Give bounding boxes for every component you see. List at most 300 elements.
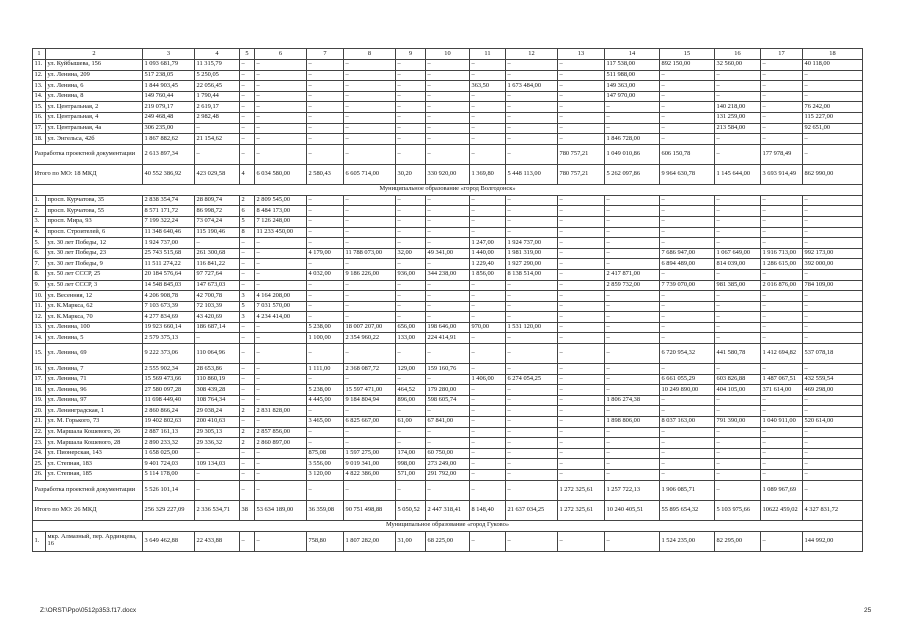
table-cell: – <box>660 227 715 238</box>
table-cell: – <box>307 291 344 302</box>
table-cell: 109 134,03 <box>195 459 240 470</box>
table-cell: – <box>396 195 426 206</box>
table-cell: 537 078,18 <box>803 344 863 364</box>
column-header: 17 <box>761 49 803 60</box>
table-cell: – <box>506 280 558 291</box>
row-number: 16. <box>33 112 46 123</box>
table-cell: 1 856,00 <box>470 269 506 280</box>
table-cell: – <box>307 123 344 134</box>
table-cell: – <box>558 395 605 406</box>
table-cell: 174,00 <box>396 448 426 459</box>
table-cell: – <box>426 406 470 417</box>
table-cell: – <box>558 238 605 249</box>
table-cell: – <box>470 448 506 459</box>
table-cell: – <box>344 312 396 323</box>
address-cell: ул. Центральная, 4а <box>46 123 143 134</box>
table-row <box>33 60 863 71</box>
table-cell: 4 206 908,78 <box>143 291 195 302</box>
table-cell: – <box>605 238 660 249</box>
table-cell: – <box>470 291 506 302</box>
table-cell: 6 825 667,00 <box>344 417 396 428</box>
table-cell: 28 809,74 <box>195 195 240 206</box>
table-cell: – <box>195 123 240 134</box>
table-cell: 117 538,00 <box>605 60 660 71</box>
table-cell: 4 327 831,72 <box>803 500 863 520</box>
table-cell: 2 890 233,32 <box>143 438 195 449</box>
table-cell: 1 524 235,00 <box>660 531 715 551</box>
table-cell: – <box>344 291 396 302</box>
table-cell: 5 <box>240 301 255 312</box>
table-cell: – <box>558 227 605 238</box>
table-cell: – <box>660 322 715 333</box>
table-cell: – <box>803 448 863 459</box>
table-cell: – <box>240 60 255 71</box>
table-cell: – <box>660 301 715 312</box>
address-cell: ул. Маршала Кошевого, 28 <box>46 438 143 449</box>
table-cell: 520 614,00 <box>803 417 863 428</box>
table-cell: 791 390,00 <box>715 417 761 428</box>
row-number: 8. <box>33 269 46 280</box>
table-cell: – <box>344 91 396 102</box>
table-cell: – <box>803 70 863 81</box>
table-cell: – <box>605 322 660 333</box>
table-cell: – <box>307 91 344 102</box>
table-cell: 5 238,00 <box>307 385 344 396</box>
table-cell: – <box>660 459 715 470</box>
table-cell: 8 484 173,00 <box>255 206 307 217</box>
table-cell: 780 757,21 <box>558 164 605 184</box>
table-cell: – <box>558 269 605 280</box>
table-cell: 6 894 489,00 <box>660 259 715 270</box>
table-cell: – <box>660 206 715 217</box>
table-cell: 441 580,78 <box>715 344 761 364</box>
table-cell: 30,20 <box>396 164 426 184</box>
table-cell: – <box>558 364 605 375</box>
table-cell: – <box>240 395 255 406</box>
summary-label: Итого по МО: 18 МКД <box>33 164 143 184</box>
table-cell: 4 822 386,00 <box>344 470 396 481</box>
table-cell: 1 806 274,38 <box>605 395 660 406</box>
table-cell: 2 860 897,00 <box>255 438 307 449</box>
table-cell: – <box>307 344 344 364</box>
table-row <box>33 70 863 81</box>
table-cell: – <box>761 312 803 323</box>
address-cell: ул. К.Маркса, 70 <box>46 312 143 323</box>
table-cell: – <box>715 216 761 227</box>
row-number: 18. <box>33 385 46 396</box>
address-cell: ул. Степная, 185 <box>46 470 143 481</box>
table-cell: 571,00 <box>396 470 426 481</box>
address-cell: ул. Ленина, 97 <box>46 395 143 406</box>
table-cell: 363,50 <box>470 81 506 92</box>
table-cell: – <box>660 195 715 206</box>
row-number: 6. <box>33 248 46 259</box>
table-cell: – <box>803 195 863 206</box>
table-row <box>33 312 863 323</box>
table-cell: – <box>307 280 344 291</box>
table-cell: – <box>344 102 396 113</box>
table-cell: – <box>240 531 255 551</box>
table-cell: – <box>506 333 558 344</box>
table-cell: – <box>255 70 307 81</box>
table-cell: – <box>396 406 426 417</box>
table-cell: – <box>426 216 470 227</box>
table-cell: – <box>558 448 605 459</box>
table-cell: – <box>660 102 715 113</box>
table-row <box>33 374 863 385</box>
table-cell: 159 160,76 <box>426 364 470 375</box>
table-cell: – <box>803 301 863 312</box>
table-cell: 49 341,00 <box>426 248 470 259</box>
table-cell: – <box>761 238 803 249</box>
table-cell: – <box>426 112 470 123</box>
table-cell: – <box>240 374 255 385</box>
table-cell: – <box>344 206 396 217</box>
table-cell: 31,00 <box>396 531 426 551</box>
table-cell: – <box>396 112 426 123</box>
table-cell: 998,00 <box>396 459 426 470</box>
table-cell: 1 673 484,00 <box>506 81 558 92</box>
table-cell: 1 067 649,00 <box>715 248 761 259</box>
table-cell: 5 448 113,00 <box>506 164 558 184</box>
table-cell: 308 439,28 <box>195 385 240 396</box>
row-number: 25. <box>33 459 46 470</box>
row-number: 1. <box>33 531 46 551</box>
address-cell: ул. 30 лет Победы, 12 <box>46 238 143 249</box>
table-cell: 2 <box>240 427 255 438</box>
row-number: 14. <box>33 333 46 344</box>
table-cell: 1 093 681,79 <box>143 60 195 71</box>
column-header: 12 <box>506 49 558 60</box>
table-cell: 3 <box>240 312 255 323</box>
table-cell: – <box>307 144 344 164</box>
table-cell: – <box>195 470 240 481</box>
table-row <box>33 227 863 238</box>
table-cell: – <box>506 112 558 123</box>
section-heading-row <box>33 520 863 531</box>
table-cell: 11 233 450,00 <box>255 227 307 238</box>
table-cell: 896,00 <box>396 395 426 406</box>
table-cell: – <box>761 322 803 333</box>
column-header: 3 <box>143 49 195 60</box>
address-cell: ул. Весенняя, 12 <box>46 291 143 302</box>
table-cell: – <box>344 344 396 364</box>
table-cell: 4 164 208,00 <box>255 291 307 302</box>
table-cell: – <box>715 206 761 217</box>
address-cell: ул. Ленина, 209 <box>46 70 143 81</box>
table-cell: – <box>506 123 558 134</box>
table-cell: – <box>558 470 605 481</box>
table-cell: – <box>558 102 605 113</box>
table-cell: – <box>506 459 558 470</box>
table-cell: – <box>715 427 761 438</box>
table-cell: – <box>803 216 863 227</box>
table-cell: – <box>396 102 426 113</box>
table-cell: – <box>195 238 240 249</box>
table-cell: – <box>558 322 605 333</box>
table-row <box>33 344 863 364</box>
table-cell: 2 580,43 <box>307 164 344 184</box>
table-row <box>33 238 863 249</box>
table-cell: 7 739 070,00 <box>660 280 715 291</box>
table-cell: – <box>605 374 660 385</box>
table-cell: – <box>396 480 426 500</box>
table-cell: 186 687,14 <box>195 322 240 333</box>
table-cell: – <box>558 195 605 206</box>
row-number: 10. <box>33 291 46 302</box>
table-cell: 149 760,44 <box>143 91 195 102</box>
table-cell: – <box>715 91 761 102</box>
table-cell: 55 895 654,32 <box>660 500 715 520</box>
table-row <box>33 406 863 417</box>
table-cell: 1 898 806,00 <box>605 417 660 428</box>
table-cell: – <box>660 448 715 459</box>
table-cell: – <box>506 291 558 302</box>
table-cell: – <box>240 259 255 270</box>
table-cell: – <box>307 227 344 238</box>
column-header: 1 <box>33 49 46 60</box>
table-cell: – <box>240 333 255 344</box>
table-cell: 68 225,00 <box>426 531 470 551</box>
table-cell: – <box>307 81 344 92</box>
table-cell: – <box>761 134 803 145</box>
table-cell: 14 548 845,03 <box>143 280 195 291</box>
table-cell: – <box>396 280 426 291</box>
table-cell: 4 <box>240 164 255 184</box>
table-cell: – <box>803 406 863 417</box>
table-cell: – <box>660 112 715 123</box>
table-row <box>33 81 863 92</box>
budget-table-sheet <box>32 48 862 552</box>
table-cell: 256 329 227,09 <box>143 500 195 520</box>
table-cell: 2 838 354,74 <box>143 195 195 206</box>
table-cell: 8 138 514,00 <box>506 269 558 280</box>
table-cell: 2 555 902,34 <box>143 364 195 375</box>
table-cell: – <box>470 195 506 206</box>
table-cell: – <box>506 227 558 238</box>
table-cell: – <box>506 344 558 364</box>
table-cell: – <box>344 134 396 145</box>
address-cell: ул. Куйбышева, 156 <box>46 60 143 71</box>
table-cell: – <box>426 206 470 217</box>
table-cell: – <box>240 91 255 102</box>
housing-repair-table <box>32 48 863 552</box>
table-cell: 2 982,48 <box>195 112 240 123</box>
table-cell: – <box>605 301 660 312</box>
table-cell: – <box>715 364 761 375</box>
table-cell: 1 844 903,45 <box>143 81 195 92</box>
table-cell: 5 114 178,00 <box>143 470 195 481</box>
table-cell: – <box>240 134 255 145</box>
table-cell: 19 923 660,14 <box>143 322 195 333</box>
table-cell: – <box>470 480 506 500</box>
table-cell: – <box>715 322 761 333</box>
table-row <box>33 531 863 551</box>
table-cell: – <box>605 438 660 449</box>
table-cell: – <box>470 60 506 71</box>
table-cell: 2 579 375,13 <box>143 333 195 344</box>
table-cell: – <box>344 280 396 291</box>
table-cell: 4 032,00 <box>307 269 344 280</box>
table-cell: – <box>761 301 803 312</box>
table-cell: 4 445,00 <box>307 395 344 406</box>
table-cell: – <box>240 70 255 81</box>
table-cell: – <box>470 144 506 164</box>
table-row <box>33 291 863 302</box>
address-cell: ул. Ленина, 71 <box>46 374 143 385</box>
table-cell: 9 222 373,06 <box>143 344 195 364</box>
table-cell: – <box>255 374 307 385</box>
column-header: 4 <box>195 49 240 60</box>
table-cell: – <box>470 333 506 344</box>
table-cell: 61,00 <box>396 417 426 428</box>
row-number: 13. <box>33 81 46 92</box>
table-cell: – <box>558 81 605 92</box>
table-cell: 179 280,00 <box>426 385 470 396</box>
table-cell: 1 089 967,69 <box>761 480 803 500</box>
row-number: 3. <box>33 216 46 227</box>
table-cell: – <box>558 406 605 417</box>
table-cell: 29 038,24 <box>195 406 240 417</box>
table-cell: – <box>255 248 307 259</box>
table-cell: 1 286 615,00 <box>761 259 803 270</box>
table-cell: 8 148,40 <box>470 500 506 520</box>
table-cell: – <box>470 134 506 145</box>
column-header: 5 <box>240 49 255 60</box>
table-cell: – <box>506 91 558 102</box>
table-cell: 656,00 <box>396 322 426 333</box>
table-cell: – <box>761 291 803 302</box>
table-cell: – <box>605 364 660 375</box>
table-cell: 2 860 866,24 <box>143 406 195 417</box>
table-cell: – <box>506 480 558 500</box>
table-cell: 7 686 947,00 <box>660 248 715 259</box>
table-cell: – <box>426 81 470 92</box>
column-header: 2 <box>46 49 143 60</box>
table-cell: 2 336 534,71 <box>195 500 240 520</box>
table-cell: 2 857 856,00 <box>255 427 307 438</box>
table-cell: – <box>307 134 344 145</box>
table-cell: – <box>558 280 605 291</box>
table-cell: 2 <box>240 406 255 417</box>
table-row <box>33 280 863 291</box>
row-number: 20. <box>33 406 46 417</box>
table-cell: – <box>344 227 396 238</box>
table-cell: 115 190,46 <box>195 227 240 238</box>
table-cell: 7 031 570,00 <box>255 301 307 312</box>
table-cell: – <box>803 364 863 375</box>
table-cell: 1 440,00 <box>470 248 506 259</box>
table-cell: – <box>426 301 470 312</box>
table-cell: – <box>470 280 506 291</box>
table-cell: – <box>396 91 426 102</box>
column-header: 16 <box>715 49 761 60</box>
row-number: 4. <box>33 227 46 238</box>
table-cell: 198 646,00 <box>426 322 470 333</box>
table-cell: – <box>558 344 605 364</box>
address-cell: ул. Ленина, 5 <box>46 333 143 344</box>
table-cell: – <box>470 312 506 323</box>
table-cell: – <box>396 206 426 217</box>
table-cell: – <box>307 102 344 113</box>
table-cell: 28 653,86 <box>195 364 240 375</box>
table-cell: – <box>255 91 307 102</box>
table-cell: 1 272 325,61 <box>558 480 605 500</box>
table-cell: 6 661 055,29 <box>660 374 715 385</box>
table-cell: – <box>660 216 715 227</box>
table-cell: – <box>255 531 307 551</box>
table-cell: – <box>660 70 715 81</box>
table-cell: – <box>470 385 506 396</box>
row-number: 12. <box>33 70 46 81</box>
table-cell: – <box>426 280 470 291</box>
table-cell: – <box>715 81 761 92</box>
table-cell: – <box>426 312 470 323</box>
table-cell: – <box>803 81 863 92</box>
table-cell: 10 240 405,51 <box>605 500 660 520</box>
table-cell: – <box>240 248 255 259</box>
table-cell: – <box>715 195 761 206</box>
table-cell: – <box>506 195 558 206</box>
table-cell: – <box>715 301 761 312</box>
table-cell: 149 363,00 <box>605 81 660 92</box>
table-cell: – <box>660 81 715 92</box>
table-cell: – <box>470 301 506 312</box>
table-cell: 423 029,58 <box>195 164 240 184</box>
table-cell: – <box>307 206 344 217</box>
table-cell: 992 173,00 <box>803 248 863 259</box>
table-cell: – <box>307 480 344 500</box>
table-cell: 22 433,88 <box>195 531 240 551</box>
table-cell: 8 037 163,00 <box>660 417 715 428</box>
table-cell: – <box>761 91 803 102</box>
table-cell: – <box>240 144 255 164</box>
table-cell: 1 272 325,61 <box>558 500 605 520</box>
table-cell: – <box>558 216 605 227</box>
address-cell: ул. Ленина, 7 <box>46 364 143 375</box>
table-cell: – <box>803 91 863 102</box>
table-cell: – <box>255 280 307 291</box>
table-cell: 862 990,00 <box>803 164 863 184</box>
table-cell: – <box>240 364 255 375</box>
table-cell: – <box>506 448 558 459</box>
table-cell: – <box>761 438 803 449</box>
table-cell: – <box>255 60 307 71</box>
row-number: 12. <box>33 312 46 323</box>
table-cell: 2 354 960,22 <box>344 333 396 344</box>
table-cell: 2 809 545,00 <box>255 195 307 206</box>
table-cell: 1 906 085,71 <box>660 480 715 500</box>
table-cell: – <box>558 60 605 71</box>
table-cell: – <box>803 459 863 470</box>
table-row <box>33 134 863 145</box>
section-heading: Муниципальное образование «город Гуково» <box>33 520 863 531</box>
table-cell: – <box>307 195 344 206</box>
table-cell: 110 860,19 <box>195 374 240 385</box>
table-cell: – <box>426 91 470 102</box>
table-row <box>33 459 863 470</box>
table-cell: 43 420,69 <box>195 312 240 323</box>
table-cell: – <box>344 427 396 438</box>
table-cell: – <box>660 123 715 134</box>
address-cell: ул. Ленина, 6 <box>46 81 143 92</box>
table-cell: 6 <box>240 206 255 217</box>
table-cell: – <box>240 81 255 92</box>
address-cell: просп. Курчатова, 35 <box>46 195 143 206</box>
table-cell: – <box>255 344 307 364</box>
table-cell: 7 126 248,00 <box>255 216 307 227</box>
table-cell: – <box>240 448 255 459</box>
